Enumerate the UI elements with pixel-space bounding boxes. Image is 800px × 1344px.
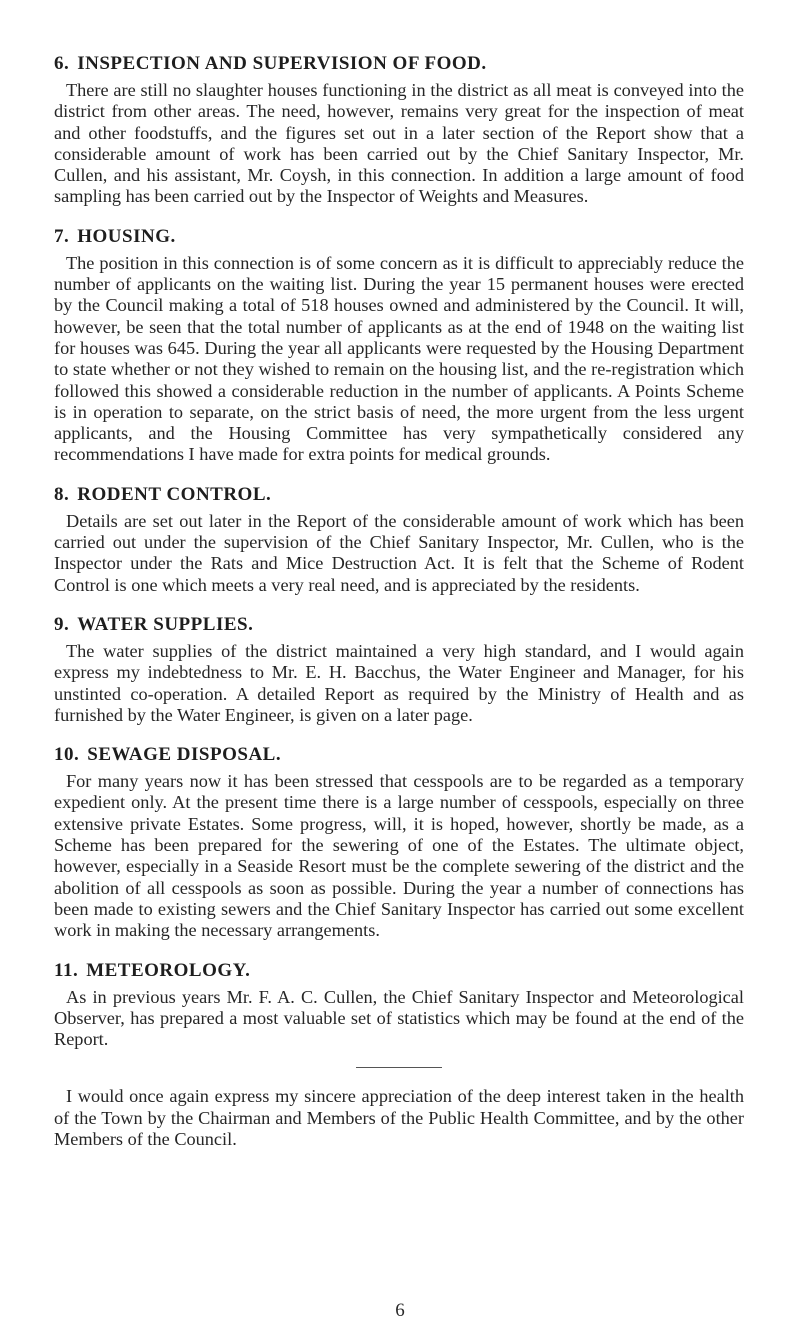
section-paragraph: For many years now it has been stressed that cesspools are to be regarded as a temporary expedient only. At the present time there is a large number of cesspools, especially on three extensive private Estates. Some progress, will, it is hoped, however, shortly be made, as a Scheme has been prepared for the sewering of one of the Estates. The ultimate object, however, especially in a Seaside Resort must be the complete sewering of the district and the abolition of all cesspools as soon as possible. During the year a number of connections has been made to existing sewers and the Chief Sanitary Inspector has carried out some excellent work in making the necessary arrangements. [54, 771, 744, 941]
section-number: 11. [54, 959, 79, 981]
section-paragraph: There are still no slaughter houses functioning in the district as all meat is conveyed into the district from other areas. The need, however, remains very great for the inspection of meat and other foodstuffs, and the figures set out in a later section of the Report show that a considerable amount of work has been carried out by the Chief Sanitary Inspector, Mr. Cullen, and his assistant, Mr. Coysh, in this connection. In addition a large amount of food sampling has been carried out by the Inspector of Weights and Measures. [54, 80, 744, 207]
section-paragraph: As in previous years Mr. F. A. C. Cullen, the Chief Sanitary Inspector and Meteorological Observer, has prepared a most valuable set of statistics which may be found at the end of the Report. [54, 986, 744, 1050]
section-heading [54, 613, 744, 637]
section-housing [54, 225, 744, 466]
section-sewage-disposal [54, 743, 744, 941]
section-title: WATER SUPPLIES. [77, 613, 254, 635]
report-page [54, 52, 744, 1150]
section-title: SEWAGE DISPOSAL. [87, 744, 282, 766]
section-food-inspection [54, 52, 744, 208]
section-paragraph: The water supplies of the district maintained a very high standard, and I would again express my indebtedness to Mr. E. H. Bacchus, the Water Engineer and Manager, for his unstinted co-operation. A detailed Report as required by the Ministry of Health and as furnished by the Water Engineer, is given on a later page. [54, 640, 744, 725]
section-heading [54, 225, 744, 249]
section-heading [54, 959, 744, 983]
section-number: 7. [54, 225, 70, 247]
divider-rule [356, 1067, 442, 1068]
section-title: INSPECTION AND SUPERVISION OF FOOD. [77, 53, 487, 74]
section-number: 6. [54, 53, 70, 74]
section-paragraph: The position in this connection is of some concern as it is difficult to appreciably reduce the number of applicants on the waiting list. During the year 15 permanent houses were erected by the Council making a total of 518 houses owned and administered by the Council. It will, however, be seen that the total number of applicants as at the end of 1948 on the waiting list for houses was 645. During the year all applicants were requested by the Housing Department to state whether or not they wished to remain on the housing list, and the re-registration which followed this showed a considerable reduction in the number of applicants. A Points Scheme is in operation to separate, on the strict basis of need, the more urgent from the less urgent applicants, and the Housing Committee has very sympathetically considered any recommendations I have made for extra points for medical grounds. [54, 252, 744, 465]
section-meteorology [54, 959, 744, 1051]
closing-paragraph: I would once again express my sincere appreciation of the deep interest taken in the health of the Town by the Chairman and Members of the Public Health Committee, and by the other Members of the Council. [54, 1086, 744, 1149]
section-heading [54, 483, 744, 507]
page-number: 6 [395, 1300, 405, 1321]
section-rodent-control [54, 483, 744, 596]
section-number: 8. [54, 483, 70, 505]
section-paragraph: Details are set out later in the Report of the considerable amount of work which has been carried out under the supervision of the Chief Sanitary Inspector, Mr. Cullen, who is the Inspector under the Rats and Mice Destruction Act. It is felt that the Scheme of Rodent Control is one which meets a very real need, and is appreciated by the residents. [54, 510, 744, 595]
section-heading [54, 52, 744, 76]
section-heading [54, 743, 744, 767]
section-title: RODENT CONTROL. [77, 483, 272, 505]
section-title: METEOROLOGY. [86, 959, 251, 981]
section-water-supplies [54, 613, 744, 726]
section-title: HOUSING. [77, 225, 176, 247]
section-number: 10. [54, 744, 80, 766]
section-number: 9. [54, 613, 70, 635]
